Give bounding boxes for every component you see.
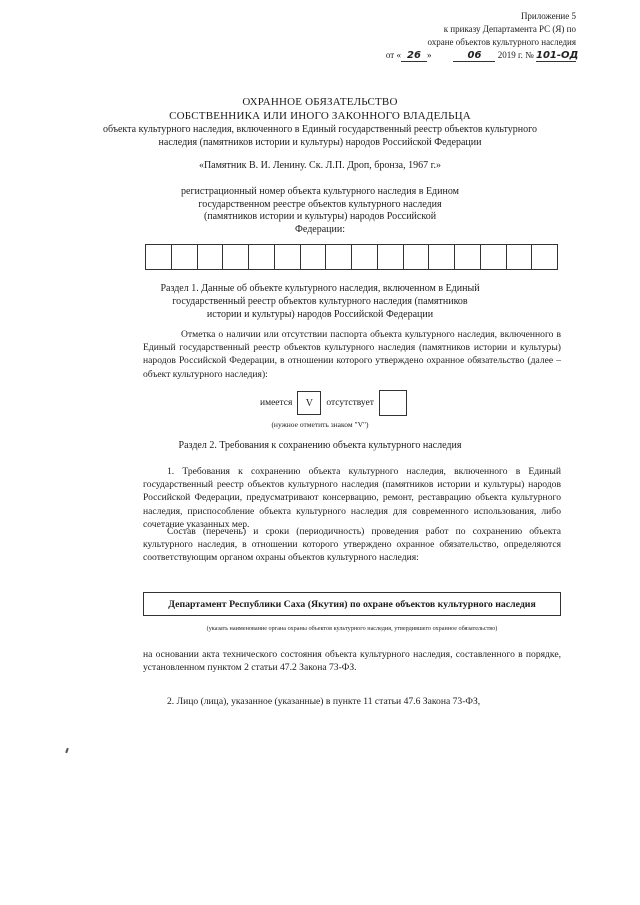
passport-has-checkbox[interactable]: V (297, 391, 321, 415)
approval-month: 06 (453, 50, 495, 62)
date-prefix: от « (385, 50, 401, 60)
registration-label: регистрационный номер объекта культурного наследия в Едином государственном реестре объектов культурного наследия (памятников истории и культуры) народов Российской Федерации: (181, 186, 459, 235)
section-2-heading: Раздел 2. Требования к сохранению объекта культурного наследия (178, 440, 462, 451)
registration-digit-cell (146, 245, 172, 269)
mark-note: (нужное отметить знаком "V") (271, 420, 369, 429)
passport-has-label: имеется (260, 398, 293, 408)
approval-year-text: 2019 г. № (497, 50, 534, 60)
approval-line-1: Приложение 5 (520, 11, 576, 21)
document-title (80, 95, 560, 123)
passport-options (260, 390, 412, 416)
registration-digit-cell (275, 245, 301, 269)
passport-absent-checkbox[interactable] (379, 390, 407, 416)
registration-digit-cell (249, 245, 275, 269)
section-1-heading: Раздел 1. Данные об объекте культурного наследия, включенном в Единый государственный реестр объектов культурного наследия (памятников истории и культуры) народов Российской Федерации (160, 283, 480, 320)
registration-number-boxes (145, 244, 558, 270)
item-2-paragraph: 2. Лицо (лица), указанное (указанные) в пункте 11 статьи 47.6 Закона 73-ФЗ, (167, 696, 481, 707)
approval-block (356, 10, 579, 62)
approval-number: 101-ОД (536, 50, 579, 61)
basis-paragraph: на основании акта технического состояния объекта культурного наследия, составленного в порядке, установленном пунктом 2 статьи 47.2 Закона 73-ФЗ. (143, 649, 561, 674)
registration-digit-cell (429, 245, 455, 269)
registration-digit-cell (223, 245, 249, 269)
department-name-box: Департамент Республики Саха (Якутия) по охране объектов культурного наследия (143, 592, 561, 616)
registration-digit-cell (378, 245, 404, 269)
registration-digit-cell (172, 245, 198, 269)
registration-digit-cell (481, 245, 507, 269)
date-mid: » (426, 50, 432, 60)
requirement-2-paragraph: Состав (перечень) и сроки (периодичность) проведения работ по сохранению объекта культурного наследия, в отношении которого утверждено охранное обязательство, определяются соответствующим органом охраны объектов культурного наследия: (143, 526, 561, 564)
approval-line-3: охране объектов культурного наследия (427, 37, 576, 47)
requirement-1-paragraph: 1. Требования к сохранению объекта культурного наследия, включенного в Единый государственный реестр объектов культурного наследия (памятников истории и культуры) народов Российской Федерации, предусматривают консервацию, ремонт, реставрацию объекта культурного наследия, приспособление объекта культурного наследия для современного использования, либо сочетание указанных мер. (143, 466, 561, 530)
title-line-1: ОХРАННОЕ ОБЯЗАТЕЛЬСТВО (242, 96, 398, 108)
approval-line-2: к приказу Департамента РС (Я) по (443, 24, 576, 34)
approval-day: 26 (401, 50, 427, 62)
passport-absent-label: отсутствует (326, 398, 374, 408)
registration-digit-cell (404, 245, 430, 269)
registration-digit-cell (532, 245, 557, 269)
registration-digit-cell (455, 245, 481, 269)
registration-digit-cell (507, 245, 533, 269)
monument-name: «Памятник В. И. Ленину. Ск. Л.П. Дроп, бронза, 1967 г.» (198, 160, 442, 171)
title-line-2: СОБСТВЕННИКА ИЛИ ИНОГО ЗАКОННОГО ВЛАДЕЛЬЦА (169, 110, 471, 122)
document-subtitle: объекта культурного наследия, включенного в Единый государственный реестр объектов культурного наследия (памятников истории и культуры) народов Российской Федерации (102, 124, 537, 148)
approval-date-line (356, 49, 579, 62)
registration-digit-cell (301, 245, 327, 269)
margin-mark (65, 748, 69, 753)
department-note: (указать наименование органа охраны объектов культурного наследия, утвердившего охранное обязательство) (206, 625, 498, 632)
registration-digit-cell (352, 245, 378, 269)
registration-digit-cell (326, 245, 352, 269)
registration-digit-cell (198, 245, 224, 269)
passport-paragraph: Отметка о наличии или отсутствии паспорта объекта культурного наследия, включенного в Единый государственный реестр объектов культурного наследия (памятников истории и культуры) народов Российской Федерации, в отношении которого утверждено охранное обязательство (далее – объект культурного наследия): (143, 329, 561, 380)
